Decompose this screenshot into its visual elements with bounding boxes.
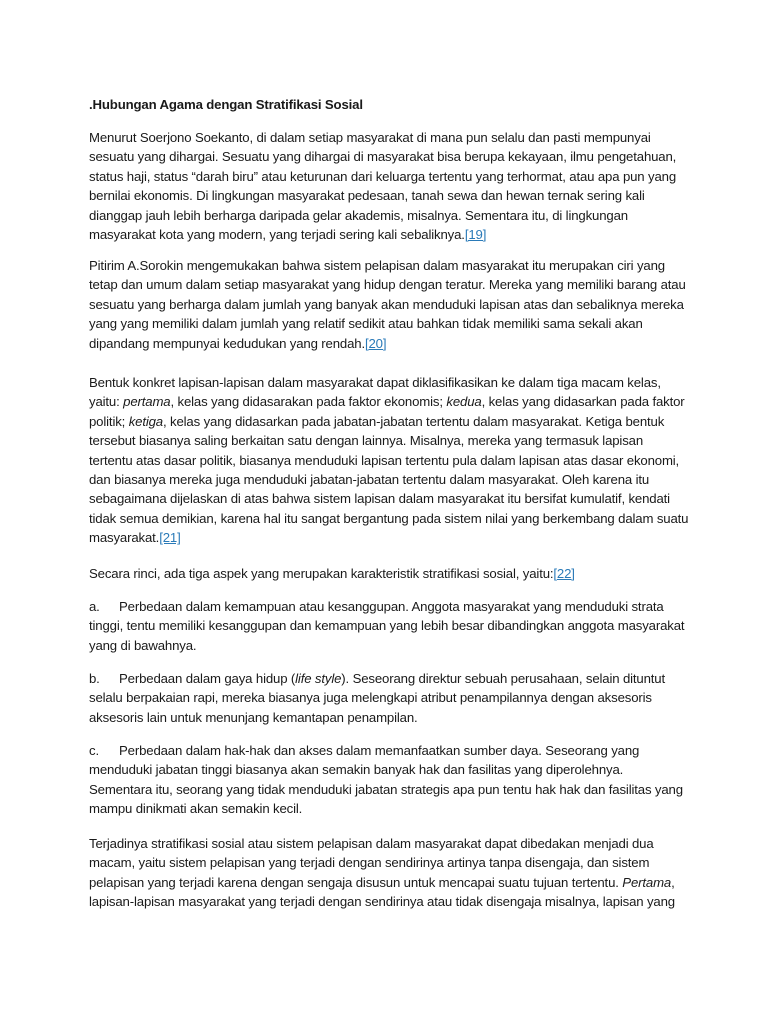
paragraph-soekanto [89, 128, 689, 244]
paragraph-bentuk-konkret [89, 373, 689, 548]
list-item-b [89, 669, 689, 727]
section-heading: .Hubungan Agama dengan Stratifikasi Sosial [89, 97, 363, 112]
paragraph-sorokin [89, 256, 689, 353]
emphasis-pertama: pertama [123, 394, 171, 410]
list-item-text: ). Seseorang direktur sebuah perusahaan, selain dituntut selalu berpakaian rapi, mereka biasanya juga melengkapi atribut penampilannya dengan aksesoris aksesoris lain untuk menunjang kemantapan penampilan. [89, 671, 665, 725]
list-item-text: Perbedaan dalam gaya hidup ( [119, 671, 296, 686]
footnote-ref-21[interactable]: [21] [159, 530, 181, 546]
paragraph-text: , lapisan-lapisan masyarakat yang terjadi dengan sendirinya atau tidak disengaja misalnya, lapisan yang [89, 874, 675, 910]
paragraph-text: , kelas yang didasarkan pada faktor politik; [89, 394, 685, 429]
footnote-ref-22[interactable]: [22] [553, 566, 575, 581]
paragraph-text: , kelas yang didasarakan pada faktor ekonomis; [170, 394, 447, 410]
list-marker: c. [89, 743, 99, 758]
list-item-text: Perbedaan dalam hak-hak dan akses dalam memanfaatkan sumber daya. Seseorang yang menduduki jabatan tinggi biasanya akan semakin banyak hak dan fasilitas yang diperolehnya. Sementara itu, seorang yang tidak menduduki jabatan strategis apa pun tentu hak hak dan fasilitas yang mampu dinikmati akan semakin kecil. [89, 743, 683, 817]
paragraph-terjadinya [89, 834, 689, 912]
paragraph-secara-rinci [89, 564, 689, 583]
paragraph-text: Secara rinci, ada tiga aspek yang merupakan karakteristik stratifikasi sosial, yaitu: [89, 566, 554, 581]
emphasis-pertama-2: Pertama [622, 874, 672, 890]
emphasis-ketiga: ketiga [128, 413, 163, 429]
list-item-text: Perbedaan dalam kemampuan atau kesanggupan. Anggota masyarakat yang menduduki strata tinggi, tentu memiliki kesanggupan dan kemampuan yang lebih besar dibandingkan anggota masyarakat yang di bawahnya. [89, 599, 685, 653]
list-marker: b. [89, 671, 100, 686]
paragraph-text: Menurut Soerjono Soekanto, di dalam setiap masyarakat di mana pun selalu dan pasti mempunyai sesuatu yang dihargai. Sesuatu yang dihargai di masyarakat bisa berupa kekayaan, ilmu pengetahuan, status haji, status “darah biru” atau keturunan dari keluarga tertentu yang terhormat, atau apa pun yang bernilai ekonomis. Di lingkungan masyarakat pedesaan, tanah sewa dan hewan ternak sering kali dianggap jauh lebih berharga daripada gelar akademis, misalnya. Sementara itu, di lingkungan masyarakat kota yang modern, yang terjadi sering kali sebaliknya. [89, 130, 677, 243]
footnote-ref-20[interactable]: [20] [364, 335, 387, 351]
paragraph-text: Bentuk konkret lapisan-lapisan dalam masyarakat dapat diklasifikasikan ke dalam tiga macam kelas, yaitu: [89, 375, 661, 410]
list-item-a [89, 597, 689, 655]
paragraph-text: , kelas yang didasarkan pada jabatan-jabatan tertentu dalam masyarakat. Ketiga bentuk tersebut biasanya saling berkaitan satu dengan lainnya. Misalnya, mereka yang termasuk lapisan tertentu atas dasar politik, biasanya menduduki lapisan tertentu pula dalam lapisan atas dasar ekonomi, dan biasanya mereka juga menduduki jabatan-jabatan tertentu dalam masyarakat. Oleh karena itu sebagaimana dijelaskan di atas bahwa sistem lapisan dalam masyarakat itu bersifat kumulatif, kendati tidak semua demikian, karena hal itu sangat bergantung pada sistem nilai yang berkembang dalam suatu masyarakat. [89, 413, 689, 546]
footnote-ref-19[interactable]: [19] [464, 227, 487, 243]
list-item-c [89, 741, 689, 819]
emphasis-life-style: life style [295, 671, 342, 686]
paragraph-text: Pitirim A.Sorokin mengemukakan bahwa sistem pelapisan dalam masyarakat itu merupakan ciri yang tetap dan umum dalam setiap masyarakat yang hidup dengan teratur. Mereka yang memiliki barang atau sesuatu yang berharga dalam jumlah yang banyak akan menduduki lapisan atas dan sebaliknya mereka yang yang memiliki dalam jumlah yang relatif sedikit atau bahkan tidak memiliki sama sekali akan dipandang mempunyai kedudukan yang rendah. [89, 258, 686, 351]
paragraph-text: Terjadinya stratifikasi sosial atau sistem pelapisan dalam masyarakat dapat dibedakan menjadi dua macam, yaitu sistem pelapisan yang terjadi dengan sendirinya artinya tanpa disengaja, dan sistem pelapisan yang terjadi karena dengan sengaja disusun untuk mencapai suatu tujuan tertentu. [89, 836, 654, 890]
list-marker: a. [89, 599, 100, 614]
emphasis-kedua: kedua [446, 394, 482, 410]
